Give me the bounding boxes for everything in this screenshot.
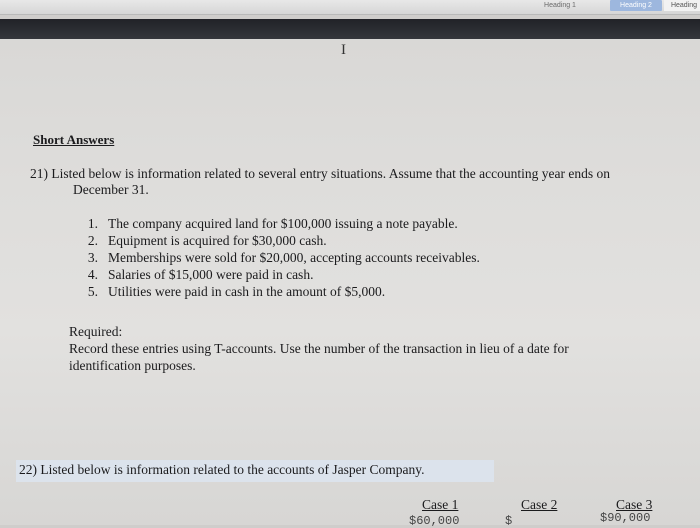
style-heading2-button[interactable]: Heading 2 bbox=[610, 0, 662, 11]
list-item: Equipment is acquired for $30,000 cash. bbox=[108, 233, 327, 248]
q22-prompt: 22) Listed below is information related to the accounts of Jasper Company. bbox=[19, 462, 425, 477]
styles-ribbon bbox=[0, 0, 700, 15]
document-page[interactable] bbox=[0, 39, 700, 525]
list-item: Memberships were sold for $20,000, accepting accounts receivables. bbox=[108, 250, 480, 265]
style-heading-button[interactable]: Heading bbox=[664, 0, 700, 11]
q21-prompt-line2: December 31. bbox=[73, 182, 149, 197]
required-text-line2: identification purposes. bbox=[69, 358, 196, 373]
list-item-number: 4. bbox=[87, 267, 98, 282]
case-2-header: Case 2 bbox=[521, 497, 558, 512]
list-item: Salaries of $15,000 were paid in cash. bbox=[108, 267, 314, 282]
case-1-header: Case 1 bbox=[422, 497, 459, 512]
case-3-header: Case 3 bbox=[616, 497, 653, 512]
toolbar-divider-band bbox=[0, 19, 700, 39]
case-1-amount: $60,000 bbox=[409, 514, 460, 528]
list-item: Utilities were paid in cash in the amount of $5,000. bbox=[108, 284, 386, 299]
text-cursor-icon: I bbox=[341, 42, 346, 58]
q21-prompt-line1: 21) Listed below is information related to several entry situations. Assume that the accounting year ends on bbox=[30, 166, 610, 181]
list-item: The company acquired land for $100,000 issuing a note payable. bbox=[108, 216, 458, 231]
required-label: Required: bbox=[69, 324, 123, 339]
style-heading1-button[interactable]: Heading 1 bbox=[544, 2, 576, 9]
case-2-amount: $ bbox=[505, 514, 513, 528]
section-title: Short Answers bbox=[33, 132, 115, 147]
case-3-amount: $90,000 bbox=[600, 511, 651, 525]
list-item-number: 2. bbox=[87, 233, 98, 248]
list-item-number: 3. bbox=[87, 250, 98, 265]
list-item-number: 5. bbox=[87, 284, 98, 299]
required-text-line1: Record these entries using T-accounts. Use the number of the transaction in lieu of a date for bbox=[69, 341, 569, 356]
list-item-number: 1. bbox=[87, 216, 98, 231]
